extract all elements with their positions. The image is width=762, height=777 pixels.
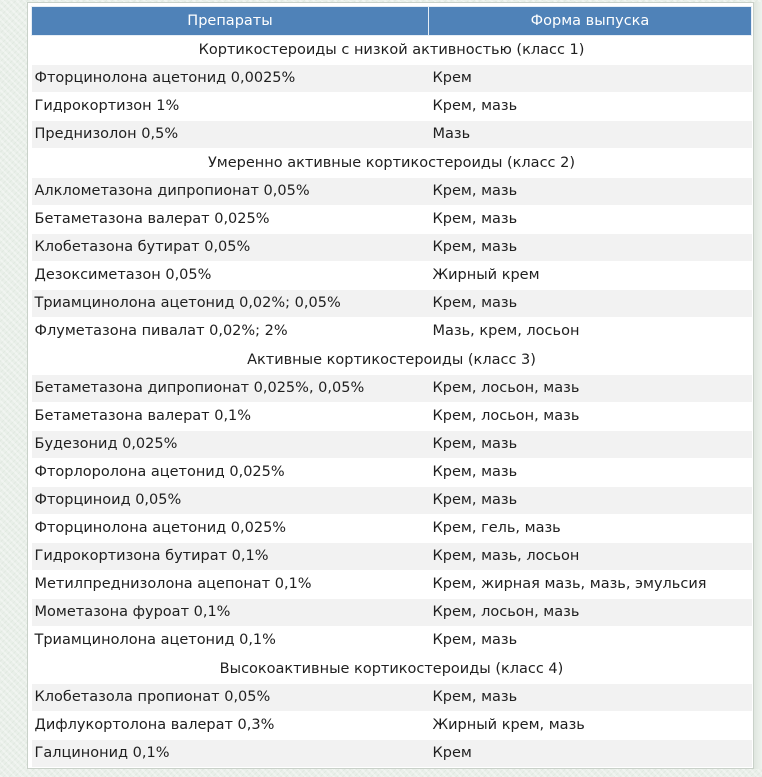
release-form-cell: Крем, лосьон, мазь (429, 403, 752, 431)
table-row (32, 234, 752, 262)
release-form-cell: Жирный крем, мазь (429, 712, 752, 740)
table-row (32, 206, 752, 234)
drug-name-cell: Гидрокортизона бутират 0,1% (32, 543, 429, 571)
drug-name-cell: Бетаметазона дипропионат 0,025%, 0,05% (32, 375, 429, 403)
drug-name-cell: Дифлукортолона валерат 0,3% (32, 712, 429, 740)
drug-name-cell: Фторцинолона ацетонид 0,025% (32, 515, 429, 543)
table-row (32, 627, 752, 655)
drug-name-cell: Триамцинолона ацетонид 0,02%; 0,05% (32, 290, 429, 318)
release-form-cell: Крем, мазь (429, 431, 752, 459)
group-title: Умеренно активные кортикостероиды (класс 2) (32, 149, 752, 178)
release-form-cell: Крем, мазь (429, 627, 752, 655)
table-row (32, 93, 752, 121)
drug-name-cell: Метилпреднизолона ацепонат 0,1% (32, 571, 429, 599)
drug-name-cell: Клобетазола пропионат 0,05% (32, 684, 429, 712)
table-row (32, 121, 752, 149)
drug-name-cell: Мометазона фуроат 0,1% (32, 599, 429, 627)
drug-name-cell: Преднизолон 0,5% (32, 121, 429, 149)
table-row (32, 543, 752, 571)
table-row (32, 571, 752, 599)
group-title: Активные кортикостероиды (класс 3) (32, 346, 752, 375)
page-edge (754, 2, 762, 769)
group-title: Высокоактивные кортикостероиды (класс 4) (32, 655, 752, 684)
table-row (32, 515, 752, 543)
drug-name-cell: Фторциноид 0,05% (32, 487, 429, 515)
drug-name-cell: Будезонид 0,025% (32, 431, 429, 459)
drug-name-cell: Дезоксиметазон 0,05% (32, 262, 429, 290)
table-row (32, 712, 752, 740)
table-body (32, 36, 752, 768)
group-header-row (32, 36, 752, 65)
table-row (32, 487, 752, 515)
table-row (32, 318, 752, 346)
header-release-form: Форма выпуска (429, 7, 752, 36)
drug-name-cell: Флуметазона пивалат 0,02%; 2% (32, 318, 429, 346)
release-form-cell: Крем, мазь (429, 684, 752, 712)
drug-name-cell: Клобетазона бутират 0,05% (32, 234, 429, 262)
group-title: Кортикостероиды с низкой активностью (класс 1) (32, 36, 752, 65)
drug-name-cell: Фторлоролона ацетонид 0,025% (32, 459, 429, 487)
release-form-cell: Крем, гель, мазь (429, 515, 752, 543)
release-form-cell: Крем (429, 740, 752, 768)
release-form-cell: Крем, лосьон, мазь (429, 599, 752, 627)
table-row (32, 375, 752, 403)
group-header-row (32, 149, 752, 178)
release-form-cell: Крем, лосьон, мазь (429, 375, 752, 403)
table-row (32, 290, 752, 318)
release-form-cell: Крем, мазь (429, 234, 752, 262)
drug-name-cell: Бетаметазона валерат 0,1% (32, 403, 429, 431)
table-row (32, 262, 752, 290)
release-form-cell: Крем, мазь (429, 178, 752, 206)
table-row (32, 740, 752, 768)
table-row (32, 178, 752, 206)
group-header-row (32, 346, 752, 375)
release-form-cell: Крем, мазь, лосьон (429, 543, 752, 571)
table-row (32, 65, 752, 93)
drug-name-cell: Триамцинолона ацетонид 0,1% (32, 627, 429, 655)
table-row (32, 431, 752, 459)
table-row (32, 403, 752, 431)
release-form-cell: Мазь, крем, лосьон (429, 318, 752, 346)
drug-name-cell: Бетаметазона валерат 0,025% (32, 206, 429, 234)
drug-name-cell: Галцинонид 0,1% (32, 740, 429, 768)
release-form-cell: Крем, мазь (429, 487, 752, 515)
header-drugs: Препараты (32, 7, 429, 36)
release-form-cell: Крем, мазь (429, 459, 752, 487)
table-header-row (32, 7, 752, 36)
release-form-cell: Крем, мазь (429, 290, 752, 318)
release-form-cell: Крем, мазь (429, 93, 752, 121)
table-row (32, 599, 752, 627)
release-form-cell: Крем (429, 65, 752, 93)
table-row (32, 459, 752, 487)
group-header-row (32, 655, 752, 684)
release-form-cell: Мазь (429, 121, 752, 149)
table-row (32, 684, 752, 712)
drug-name-cell: Гидрокортизон 1% (32, 93, 429, 121)
release-form-cell: Жирный крем (429, 262, 752, 290)
corticosteroid-table (31, 6, 752, 768)
drug-name-cell: Фторцинолона ацетонид 0,0025% (32, 65, 429, 93)
release-form-cell: Крем, жирная мазь, мазь, эмульсия (429, 571, 752, 599)
drug-name-cell: Алклометазона дипропионат 0,05% (32, 178, 429, 206)
release-form-cell: Крем, мазь (429, 206, 752, 234)
